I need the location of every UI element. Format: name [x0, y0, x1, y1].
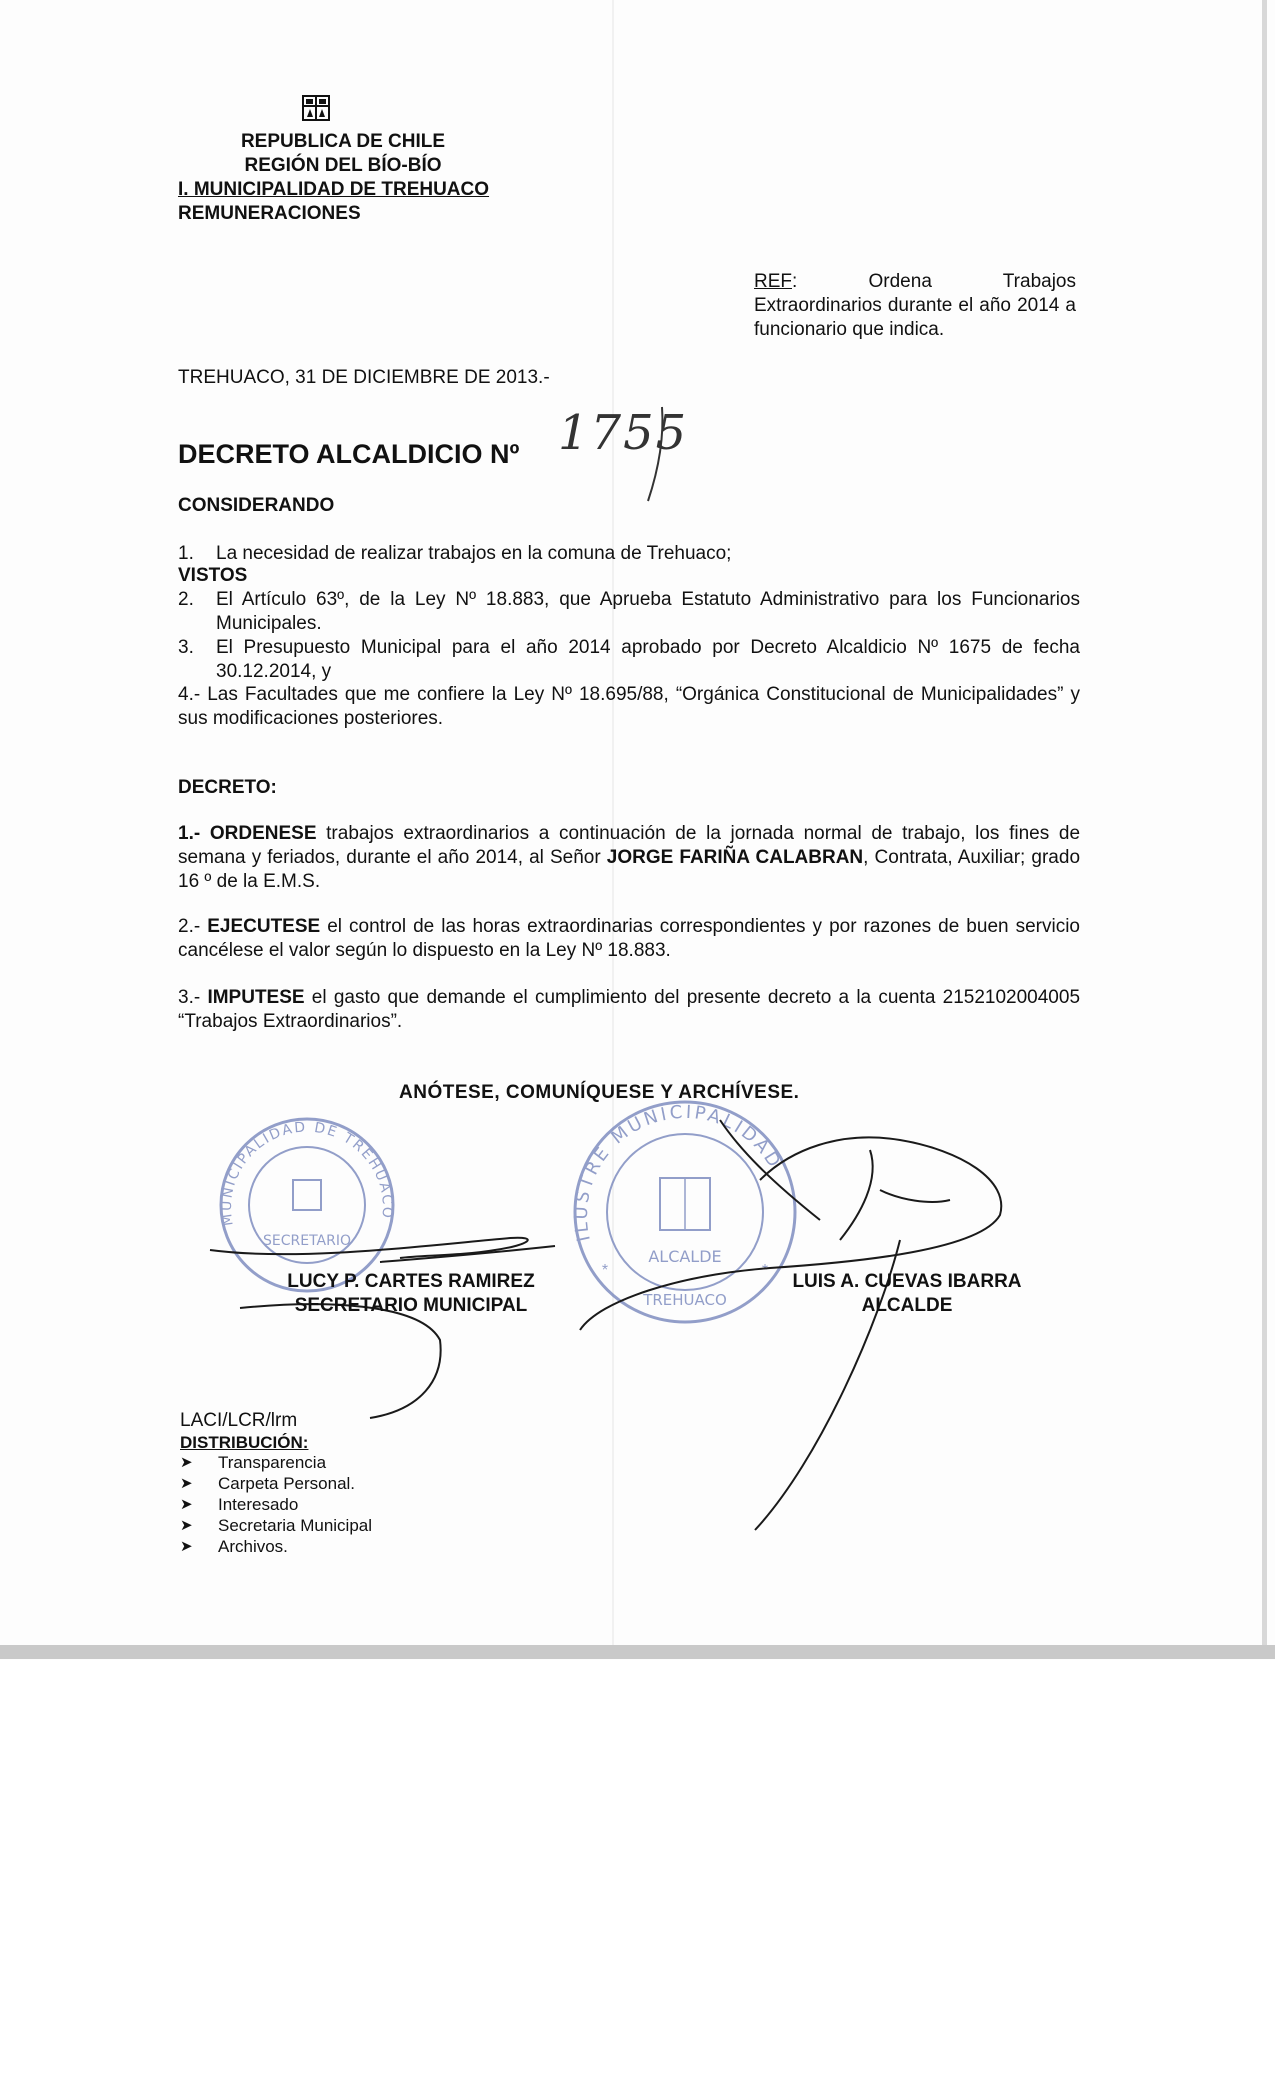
paragraph-text: trabajos extraordinarios a continuación de la jornada normal de trabajo, los fines de semana y feriados, durante el año 2014, al Señor — [178, 823, 1081, 868]
vistos-item-3 — [178, 636, 1080, 684]
paragraph-text: el control de las horas extraordinarias correspondientes y por razones de buen servicio cancélese el valor según lo dispuesto en la Ley Nº 18.883. — [178, 916, 1081, 961]
paragraph-number: 2.- — [178, 916, 201, 937]
institution-header — [178, 130, 518, 226]
item-number: 1. — [178, 543, 194, 564]
header-department: REMUNERACIONES — [178, 203, 361, 224]
scan-edge-bottom — [0, 1645, 1275, 1659]
item-number: 2. — [178, 589, 194, 610]
list-item: ➤ Transparencia — [180, 1453, 327, 1472]
distribution-list — [180, 1452, 372, 1557]
ref-text: : Ordena Trabajos Extraordinarios durante el año 2014 a funcionario que indica. — [754, 271, 1076, 340]
decreto-paragraph-1 — [178, 822, 1080, 894]
left-stamp-center-text: SECRETARIO — [263, 1233, 351, 1249]
arrow-bullet-icon: ➤ — [180, 1496, 193, 1513]
decreto-paragraph-2 — [178, 915, 1080, 963]
header-country: REPUBLICA DE CHILE — [240, 131, 446, 152]
mayor-title: ALCALDE — [861, 1295, 953, 1316]
arrow-bullet-icon: ➤ — [180, 1538, 193, 1555]
decreto-label: DECRETO: — [178, 777, 277, 798]
ref-label: REF — [754, 271, 792, 292]
coat-of-arms-icon — [302, 95, 330, 121]
secretary-signature-block — [276, 1270, 546, 1318]
arrow-bullet-icon: ➤ — [180, 1454, 193, 1471]
secretary-name: LUCY P. CARTES RAMIREZ — [287, 1271, 535, 1292]
paragraph-number: 3.- — [178, 987, 201, 1008]
considerando-item-1 — [178, 542, 1080, 566]
right-stamp-center-text: ALCALDE — [648, 1247, 722, 1266]
document-date: TREHUACO, 31 DE DICIEMBRE DE 2013.- — [178, 367, 550, 388]
svg-text:*: * — [761, 1262, 769, 1279]
author-initials: LACI/LCR/lrm — [180, 1410, 298, 1431]
decree-title: DECRETO ALCALDICIO Nº — [178, 439, 520, 469]
arrow-bullet-icon: ➤ — [180, 1475, 193, 1492]
scan-edge-right — [1262, 0, 1267, 1650]
right-stamp-ring-text: ILUSTRE MUNICIPALIDAD — [570, 1101, 786, 1244]
arrow-bullet-icon: ➤ — [180, 1517, 193, 1534]
item-text: La necesidad de realizar trabajos en la comuna de Trehuaco; — [216, 543, 732, 564]
considerando-label: CONSIDERANDO — [178, 495, 335, 516]
reference-block — [754, 270, 1076, 342]
list-item: ➤ Interesado — [180, 1495, 299, 1514]
vistos-item-4: 4.- Las Facultades que me confiere la Ley Nº 18.695/88, “Orgánica Constitucional de Municipalidades” y sus modificaciones posteriores. — [178, 684, 1080, 729]
distribution-title: DISTRIBUCIÓN: — [180, 1433, 309, 1452]
decree-number-slash — [640, 405, 670, 505]
secretary-title: SECRETARIO MUNICIPAL — [294, 1295, 528, 1316]
list-item: ➤ Carpeta Personal. — [180, 1474, 356, 1493]
list-item: ➤ Archivos. — [180, 1537, 288, 1556]
item-text: El Artículo 63º, de la Ley Nº 18.883, que Aprueba Estatuto Administrativo para los Funcionarios Municipales. — [216, 589, 1080, 634]
paragraph-number: 1.- — [178, 823, 201, 844]
paragraph-verb: IMPUTESE — [207, 987, 305, 1008]
svg-text:*: * — [601, 1262, 609, 1279]
paragraph-text: el gasto que demande el cumplimiento del presente decreto a la cuenta 2152102004005 “Trabajos Extraordinarios”. — [178, 987, 1081, 1032]
paragraph-verb: EJECUTESE — [207, 916, 321, 937]
left-stamp-ring-text: MUNICIPALIDAD DE TREHUACO — [218, 1119, 396, 1227]
item-text: El Presupuesto Municipal para el año 2014 aprobado por Decreto Alcaldicio Nº 1675 de fecha 30.12.2014, y — [216, 637, 1080, 682]
item-number: 3. — [178, 637, 194, 658]
mayor-name: LUIS A. CUEVAS IBARRA — [792, 1271, 1022, 1292]
header-municipality: I. MUNICIPALIDAD DE TREHUACO — [178, 179, 490, 200]
paragraph-text-end: , Contrata, Auxiliar; grado 16 º de la E.M.S. — [178, 847, 1081, 892]
list-item: ➤ Secretaria Municipal — [180, 1516, 373, 1535]
paragraph-verb: ORDENESE — [209, 823, 317, 844]
vistos-item-2 — [178, 588, 1080, 636]
vistos-label: VISTOS — [178, 565, 248, 586]
employee-name: JORGE FARIÑA CALABRAN — [606, 847, 864, 868]
header-region: REGIÓN DEL BÍO-BÍO — [244, 155, 442, 176]
decreto-paragraph-3 — [178, 986, 1080, 1034]
closing-formula: ANÓTESE, COMUNÍQUESE Y ARCHÍVESE. — [399, 1082, 800, 1103]
mayor-signature-block — [782, 1270, 1032, 1318]
decree-number-handwritten: 1755 — [558, 405, 689, 461]
right-stamp-bottom-text: TREHUACO — [643, 1291, 727, 1309]
